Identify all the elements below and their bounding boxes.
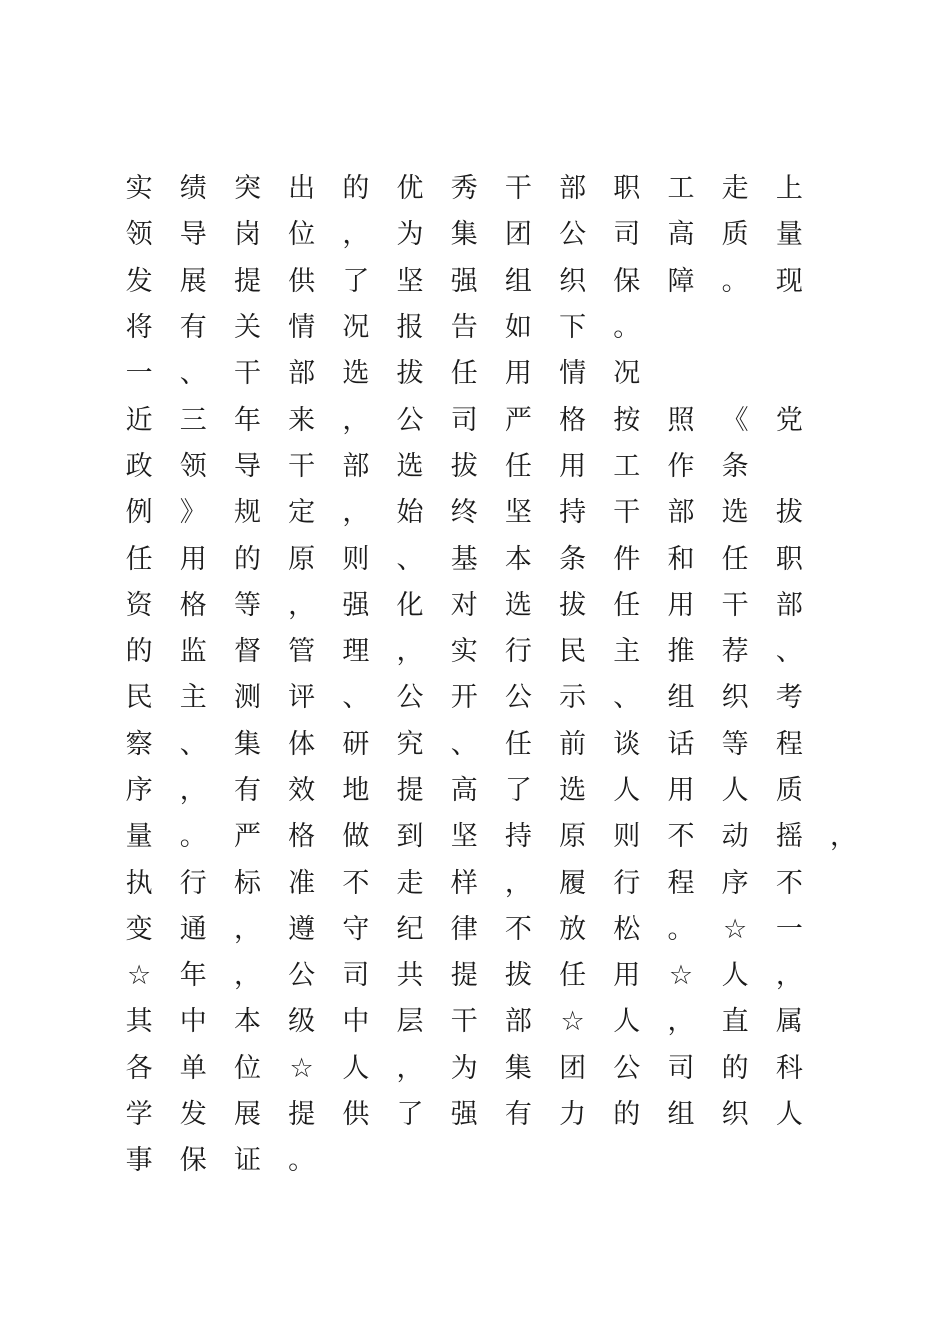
text-char: 年 bbox=[179, 960, 207, 992]
text-char: 上 bbox=[775, 173, 803, 205]
text-char: 集 bbox=[233, 728, 261, 760]
text-char: 强 bbox=[450, 265, 478, 297]
text-char: 中 bbox=[342, 1006, 370, 1038]
text-char: 选 bbox=[559, 775, 587, 806]
text-char: 任 bbox=[125, 543, 153, 575]
text-char: 持 bbox=[559, 497, 587, 529]
text-char: 共 bbox=[396, 960, 424, 992]
text-char: 职 bbox=[775, 543, 803, 575]
text-line bbox=[112, 999, 872, 1045]
text-char: 现 bbox=[775, 265, 803, 297]
text-char: 研 bbox=[342, 728, 370, 760]
text-char: 序 bbox=[721, 867, 749, 899]
text-char: 。 bbox=[667, 913, 695, 945]
text-char: 履 bbox=[559, 867, 587, 899]
text-char: 提 bbox=[288, 1099, 316, 1131]
text-char: 公 bbox=[504, 682, 532, 714]
text-char: 团 bbox=[504, 219, 532, 251]
text-char: 话 bbox=[667, 728, 695, 760]
text-char: 发 bbox=[125, 265, 153, 297]
text-char: 领 bbox=[125, 219, 153, 251]
text-char: 了 bbox=[396, 1099, 424, 1131]
text-char: 严 bbox=[504, 404, 532, 436]
text-char: 到 bbox=[396, 821, 424, 853]
text-char: 摇 bbox=[775, 821, 803, 853]
text-char: 选 bbox=[721, 497, 749, 529]
text-char: 展 bbox=[233, 1099, 261, 1131]
text-char: ， bbox=[233, 960, 261, 992]
text-char: 化 bbox=[396, 589, 424, 621]
text-char: 部 bbox=[288, 358, 316, 390]
text-char: 变 bbox=[125, 913, 153, 945]
text-char: 程 bbox=[667, 867, 695, 899]
text-line bbox=[112, 166, 872, 212]
text-char: 质 bbox=[775, 775, 803, 806]
text-char: 了 bbox=[342, 265, 370, 297]
text-char: 任 bbox=[504, 728, 532, 760]
text-line bbox=[112, 629, 872, 675]
text-char: 用 bbox=[179, 543, 207, 575]
text-char: 拔 bbox=[450, 450, 478, 482]
text-char: 位 bbox=[233, 1052, 261, 1084]
text-char: 其 bbox=[125, 1006, 153, 1038]
text-char: 部 bbox=[504, 1006, 532, 1038]
text-char: ， bbox=[233, 913, 261, 945]
text-char: 。 bbox=[179, 821, 207, 853]
text-char: 用 bbox=[559, 450, 587, 482]
text-char: 究 bbox=[396, 728, 424, 760]
text-char: 推 bbox=[667, 636, 695, 668]
text-char: 直 bbox=[721, 1006, 749, 1038]
text-char: 等 bbox=[721, 728, 749, 760]
text-char: 有 bbox=[504, 1099, 532, 1131]
text-char: 主 bbox=[613, 636, 641, 668]
text-char: ， bbox=[830, 821, 858, 853]
text-char: 公 bbox=[613, 1052, 641, 1084]
text-char: 选 bbox=[396, 450, 424, 482]
text-char: ☆ bbox=[289, 1052, 314, 1084]
text-char: 三 bbox=[179, 404, 207, 436]
text-line bbox=[112, 1092, 872, 1138]
text-char: ， bbox=[775, 960, 803, 992]
text-char: 测 bbox=[233, 682, 261, 714]
text-char: 力 bbox=[559, 1099, 587, 1131]
text-char: 为 bbox=[450, 1052, 478, 1084]
text-line bbox=[112, 397, 872, 443]
text-char: 政 bbox=[125, 450, 153, 482]
text-char: 党 bbox=[775, 404, 803, 436]
text-char: 评 bbox=[288, 682, 316, 714]
text-char: 坚 bbox=[450, 821, 478, 853]
text-line bbox=[112, 1138, 872, 1184]
text-char: 部 bbox=[667, 497, 695, 529]
text-char: 干 bbox=[613, 497, 641, 529]
text-char: 属 bbox=[775, 1006, 803, 1038]
text-char: 秀 bbox=[450, 173, 478, 205]
text-char: 发 bbox=[179, 1099, 207, 1131]
text-char: 科 bbox=[775, 1052, 803, 1084]
text-char: 导 bbox=[179, 219, 207, 251]
text-line bbox=[112, 351, 872, 397]
text-char: 本 bbox=[233, 1006, 261, 1038]
text-char: 供 bbox=[288, 265, 316, 297]
text-char: 察 bbox=[125, 728, 153, 760]
text-char: 强 bbox=[450, 1099, 478, 1131]
text-char: 公 bbox=[396, 682, 424, 714]
text-char: 组 bbox=[504, 265, 532, 297]
text-char: 行 bbox=[179, 867, 207, 899]
text-char: 用 bbox=[613, 960, 641, 992]
text-char: 民 bbox=[559, 636, 587, 668]
text-char: 执 bbox=[125, 867, 153, 899]
text-char: 地 bbox=[342, 775, 370, 806]
text-char: 织 bbox=[559, 265, 587, 297]
text-char: 人 bbox=[613, 1006, 641, 1038]
text-char: 不 bbox=[504, 913, 532, 945]
text-char: 用 bbox=[667, 589, 695, 621]
text-char: ☆ bbox=[723, 913, 748, 945]
text-line bbox=[112, 536, 872, 582]
text-char: 人 bbox=[342, 1052, 370, 1084]
text-char: 单 bbox=[179, 1052, 207, 1084]
text-char: 示 bbox=[559, 682, 587, 714]
text-char: 标 bbox=[233, 867, 261, 899]
text-char: 考 bbox=[775, 682, 803, 714]
text-char: 年 bbox=[233, 404, 261, 436]
text-char: 高 bbox=[667, 219, 695, 251]
text-char: 司 bbox=[613, 219, 641, 251]
text-line bbox=[112, 490, 872, 536]
text-char: 有 bbox=[179, 312, 207, 344]
text-char: 、 bbox=[179, 358, 207, 390]
text-char: 样 bbox=[450, 867, 478, 899]
text-char: ， bbox=[504, 867, 532, 899]
text-char: 量 bbox=[125, 821, 153, 853]
text-char: 部 bbox=[775, 589, 803, 621]
text-char: 部 bbox=[559, 173, 587, 205]
text-char: 关 bbox=[233, 312, 261, 344]
text-char: 干 bbox=[504, 173, 532, 205]
text-char: 层 bbox=[396, 1006, 424, 1038]
text-char: 的 bbox=[233, 543, 261, 575]
text-char: 遵 bbox=[288, 913, 316, 945]
text-char: 守 bbox=[342, 913, 370, 945]
text-char: 、 bbox=[179, 728, 207, 760]
text-char: 民 bbox=[125, 682, 153, 714]
text-char: 公 bbox=[396, 404, 424, 436]
text-char: 拔 bbox=[504, 960, 532, 992]
text-char: 供 bbox=[342, 1099, 370, 1131]
text-char: 不 bbox=[342, 867, 370, 899]
text-char: 了 bbox=[504, 775, 532, 806]
text-char: 不 bbox=[775, 867, 803, 899]
text-char: ， bbox=[396, 636, 424, 668]
text-char: ☆ bbox=[560, 1006, 585, 1038]
text-char: 体 bbox=[288, 728, 316, 760]
text-char: ， bbox=[342, 497, 370, 529]
text-char: 报 bbox=[396, 312, 424, 344]
text-char: 干 bbox=[450, 1006, 478, 1038]
text-char: 突 bbox=[233, 173, 261, 205]
text-char: 持 bbox=[504, 821, 532, 853]
text-char: 干 bbox=[233, 358, 261, 390]
text-char: 和 bbox=[667, 543, 695, 575]
text-char: 提 bbox=[450, 960, 478, 992]
text-char: 集 bbox=[504, 1052, 532, 1084]
text-char: 行 bbox=[504, 636, 532, 668]
text-line bbox=[112, 907, 872, 953]
text-char: 工 bbox=[667, 173, 695, 205]
text-char: 质 bbox=[721, 219, 749, 251]
text-char: 组 bbox=[667, 1099, 695, 1131]
text-char: 情 bbox=[559, 358, 587, 390]
text-char: 的 bbox=[342, 173, 370, 205]
text-line bbox=[112, 860, 872, 906]
text-char: 强 bbox=[342, 589, 370, 621]
text-char: ☆ bbox=[126, 960, 152, 992]
text-char: 证 bbox=[233, 1145, 261, 1177]
text-char: ， bbox=[667, 1006, 695, 1038]
text-char: 的 bbox=[613, 1099, 641, 1131]
text-char: 》 bbox=[179, 497, 207, 529]
text-char: 一 bbox=[125, 358, 153, 390]
text-char: 例 bbox=[125, 497, 153, 529]
text-char: 岗 bbox=[233, 219, 261, 251]
text-char: 拔 bbox=[396, 358, 424, 390]
text-char: 职 bbox=[613, 173, 641, 205]
text-char: ， bbox=[288, 589, 316, 621]
text-char: 量 bbox=[775, 219, 803, 251]
text-char: 干 bbox=[288, 450, 316, 482]
text-char: 谈 bbox=[613, 728, 641, 760]
text-char: 拔 bbox=[775, 497, 803, 529]
text-char: 、 bbox=[342, 682, 370, 714]
text-char: 通 bbox=[179, 913, 207, 945]
text-char: 效 bbox=[288, 775, 316, 806]
text-char: 障 bbox=[667, 265, 695, 297]
text-char: 。 bbox=[721, 265, 749, 297]
text-char: 、 bbox=[775, 636, 803, 668]
text-char: 坚 bbox=[396, 265, 424, 297]
text-char: 律 bbox=[450, 913, 478, 945]
text-char: ， bbox=[396, 1052, 424, 1084]
text-char: 集 bbox=[450, 219, 478, 251]
text-line bbox=[112, 1046, 872, 1092]
text-char: ， bbox=[342, 219, 370, 251]
text-char: 用 bbox=[667, 775, 695, 806]
text-char: 人 bbox=[775, 1099, 803, 1131]
text-char: 荐 bbox=[721, 636, 749, 668]
text-line bbox=[112, 305, 872, 351]
text-char: 提 bbox=[233, 265, 261, 297]
text-char: 任 bbox=[559, 960, 587, 992]
text-char: 监 bbox=[179, 636, 207, 668]
text-char: 任 bbox=[721, 543, 749, 575]
text-char: 规 bbox=[233, 497, 261, 529]
text-char: 人 bbox=[721, 960, 749, 992]
text-char: 用 bbox=[504, 358, 532, 390]
text-char: 部 bbox=[342, 450, 370, 482]
text-char: 基 bbox=[450, 543, 478, 575]
text-char: ， bbox=[342, 404, 370, 436]
text-char: 督 bbox=[233, 636, 261, 668]
text-char: 近 bbox=[125, 404, 153, 436]
text-char: 优 bbox=[396, 173, 424, 205]
text-line bbox=[112, 675, 872, 721]
report-body bbox=[112, 166, 872, 1185]
text-char: 定 bbox=[288, 497, 316, 529]
text-char: 组 bbox=[667, 682, 695, 714]
text-char: 导 bbox=[233, 450, 261, 482]
text-char: 行 bbox=[613, 867, 641, 899]
text-char: ☆ bbox=[668, 960, 694, 992]
text-char: 走 bbox=[721, 173, 749, 205]
text-char: 序 bbox=[125, 775, 153, 806]
text-char: 将 bbox=[125, 312, 153, 344]
text-char: 严 bbox=[233, 821, 261, 853]
text-line bbox=[112, 583, 872, 629]
text-char: 公 bbox=[288, 960, 316, 992]
text-char: 选 bbox=[342, 358, 370, 390]
text-char: 则 bbox=[342, 543, 370, 575]
text-char: 原 bbox=[288, 543, 316, 575]
text-char: 。 bbox=[288, 1145, 316, 1177]
text-char: 的 bbox=[721, 1052, 749, 1084]
text-char: 拔 bbox=[559, 589, 587, 621]
text-line bbox=[112, 768, 872, 814]
text-char: 选 bbox=[504, 589, 532, 621]
text-char: 为 bbox=[396, 219, 424, 251]
text-char: 来 bbox=[288, 404, 316, 436]
text-char: 松 bbox=[613, 913, 641, 945]
text-char: 主 bbox=[179, 682, 207, 714]
text-char: 件 bbox=[613, 543, 641, 575]
text-char: 等 bbox=[233, 589, 261, 621]
text-char: 理 bbox=[342, 636, 370, 668]
text-char: 司 bbox=[450, 404, 478, 436]
text-char: 人 bbox=[613, 775, 641, 806]
text-char: 对 bbox=[450, 589, 478, 621]
text-char: 工 bbox=[613, 450, 641, 482]
text-char: 提 bbox=[396, 775, 424, 806]
text-char: 绩 bbox=[179, 173, 207, 205]
text-char: 放 bbox=[559, 913, 587, 945]
text-char: 原 bbox=[559, 821, 587, 853]
text-char: 坚 bbox=[504, 497, 532, 529]
text-char: 条 bbox=[721, 450, 749, 482]
text-char: 干 bbox=[721, 589, 749, 621]
text-char: 实 bbox=[450, 636, 478, 668]
text-char: 。 bbox=[613, 312, 641, 344]
text-char: 任 bbox=[504, 450, 532, 482]
text-char: 则 bbox=[613, 821, 641, 853]
text-char: 的 bbox=[125, 636, 153, 668]
text-char: 织 bbox=[721, 682, 749, 714]
text-char: 学 bbox=[125, 1099, 153, 1131]
text-char: 况 bbox=[613, 358, 641, 390]
text-char: 情 bbox=[288, 312, 316, 344]
text-char: 任 bbox=[613, 589, 641, 621]
text-char: 团 bbox=[559, 1052, 587, 1084]
text-char: 动 bbox=[721, 821, 749, 853]
text-char: 司 bbox=[667, 1052, 695, 1084]
text-char: 格 bbox=[288, 821, 316, 853]
text-char: 按 bbox=[613, 404, 641, 436]
text-char: ， bbox=[179, 775, 207, 806]
text-char: 前 bbox=[559, 728, 587, 760]
text-char: 保 bbox=[179, 1145, 207, 1177]
text-char: 高 bbox=[450, 775, 478, 806]
text-char: 管 bbox=[288, 636, 316, 668]
text-char: 走 bbox=[396, 867, 424, 899]
text-char: 况 bbox=[342, 312, 370, 344]
text-line bbox=[112, 722, 872, 768]
text-char: 、 bbox=[613, 682, 641, 714]
text-char: 程 bbox=[775, 728, 803, 760]
text-char: 中 bbox=[179, 1006, 207, 1038]
text-line bbox=[112, 814, 872, 860]
text-char: 、 bbox=[396, 543, 424, 575]
text-char: 位 bbox=[288, 219, 316, 251]
text-char: 做 bbox=[342, 821, 370, 853]
text-char: 本 bbox=[504, 543, 532, 575]
text-char: 开 bbox=[450, 682, 478, 714]
text-char: 织 bbox=[721, 1099, 749, 1131]
text-char: 纪 bbox=[396, 913, 424, 945]
text-char: 格 bbox=[179, 589, 207, 621]
text-char: 司 bbox=[342, 960, 370, 992]
text-char: 告 bbox=[450, 312, 478, 344]
text-char: 任 bbox=[450, 358, 478, 390]
text-char: 下 bbox=[559, 312, 587, 344]
text-char: 各 bbox=[125, 1052, 153, 1084]
text-char: 实 bbox=[125, 173, 153, 205]
text-char: 资 bbox=[125, 589, 153, 621]
text-char: 照 bbox=[667, 404, 695, 436]
text-char: 、 bbox=[450, 728, 478, 760]
text-char: 条 bbox=[559, 543, 587, 575]
text-char: 准 bbox=[288, 867, 316, 899]
text-char: 级 bbox=[288, 1006, 316, 1038]
text-char: 公 bbox=[559, 219, 587, 251]
text-line bbox=[112, 444, 872, 490]
text-char: 有 bbox=[233, 775, 261, 806]
text-char: 领 bbox=[179, 450, 207, 482]
text-char: 展 bbox=[179, 265, 207, 297]
text-char: 事 bbox=[125, 1145, 153, 1177]
text-char: 一 bbox=[775, 913, 803, 945]
text-line bbox=[112, 953, 872, 999]
text-char: 人 bbox=[721, 775, 749, 806]
text-char: 终 bbox=[450, 497, 478, 529]
text-char: 不 bbox=[667, 821, 695, 853]
text-line bbox=[112, 212, 872, 258]
text-char: 保 bbox=[613, 265, 641, 297]
text-char: 格 bbox=[559, 404, 587, 436]
text-char: 作 bbox=[667, 450, 695, 482]
text-char: 《 bbox=[721, 404, 749, 436]
text-char: 出 bbox=[288, 173, 316, 205]
text-char: 始 bbox=[396, 497, 424, 529]
text-char: 如 bbox=[504, 312, 532, 344]
text-line bbox=[112, 259, 872, 305]
